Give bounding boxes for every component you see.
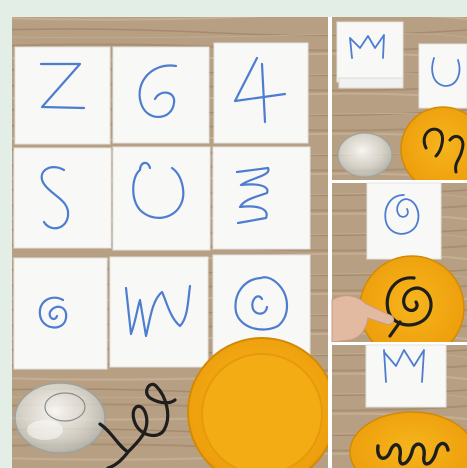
top-banner [0, 0, 467, 16]
card-s [14, 148, 111, 248]
side-card-m-top [337, 22, 403, 82]
side-glass-bowl [338, 133, 392, 177]
card-u [113, 147, 210, 250]
card-4 [214, 43, 308, 143]
side-panel-middle [332, 183, 467, 360]
panel-divider [328, 17, 332, 468]
glass-bowl [15, 383, 105, 453]
side-panel-top [332, 17, 467, 191]
side-panel-bottom [332, 345, 467, 468]
card-z [15, 47, 110, 144]
side-card-u [419, 44, 467, 108]
card-spiral [14, 258, 107, 369]
card-6 [113, 47, 209, 143]
card-e [213, 147, 310, 249]
card-w [110, 257, 208, 367]
main-card-grid [14, 43, 310, 369]
